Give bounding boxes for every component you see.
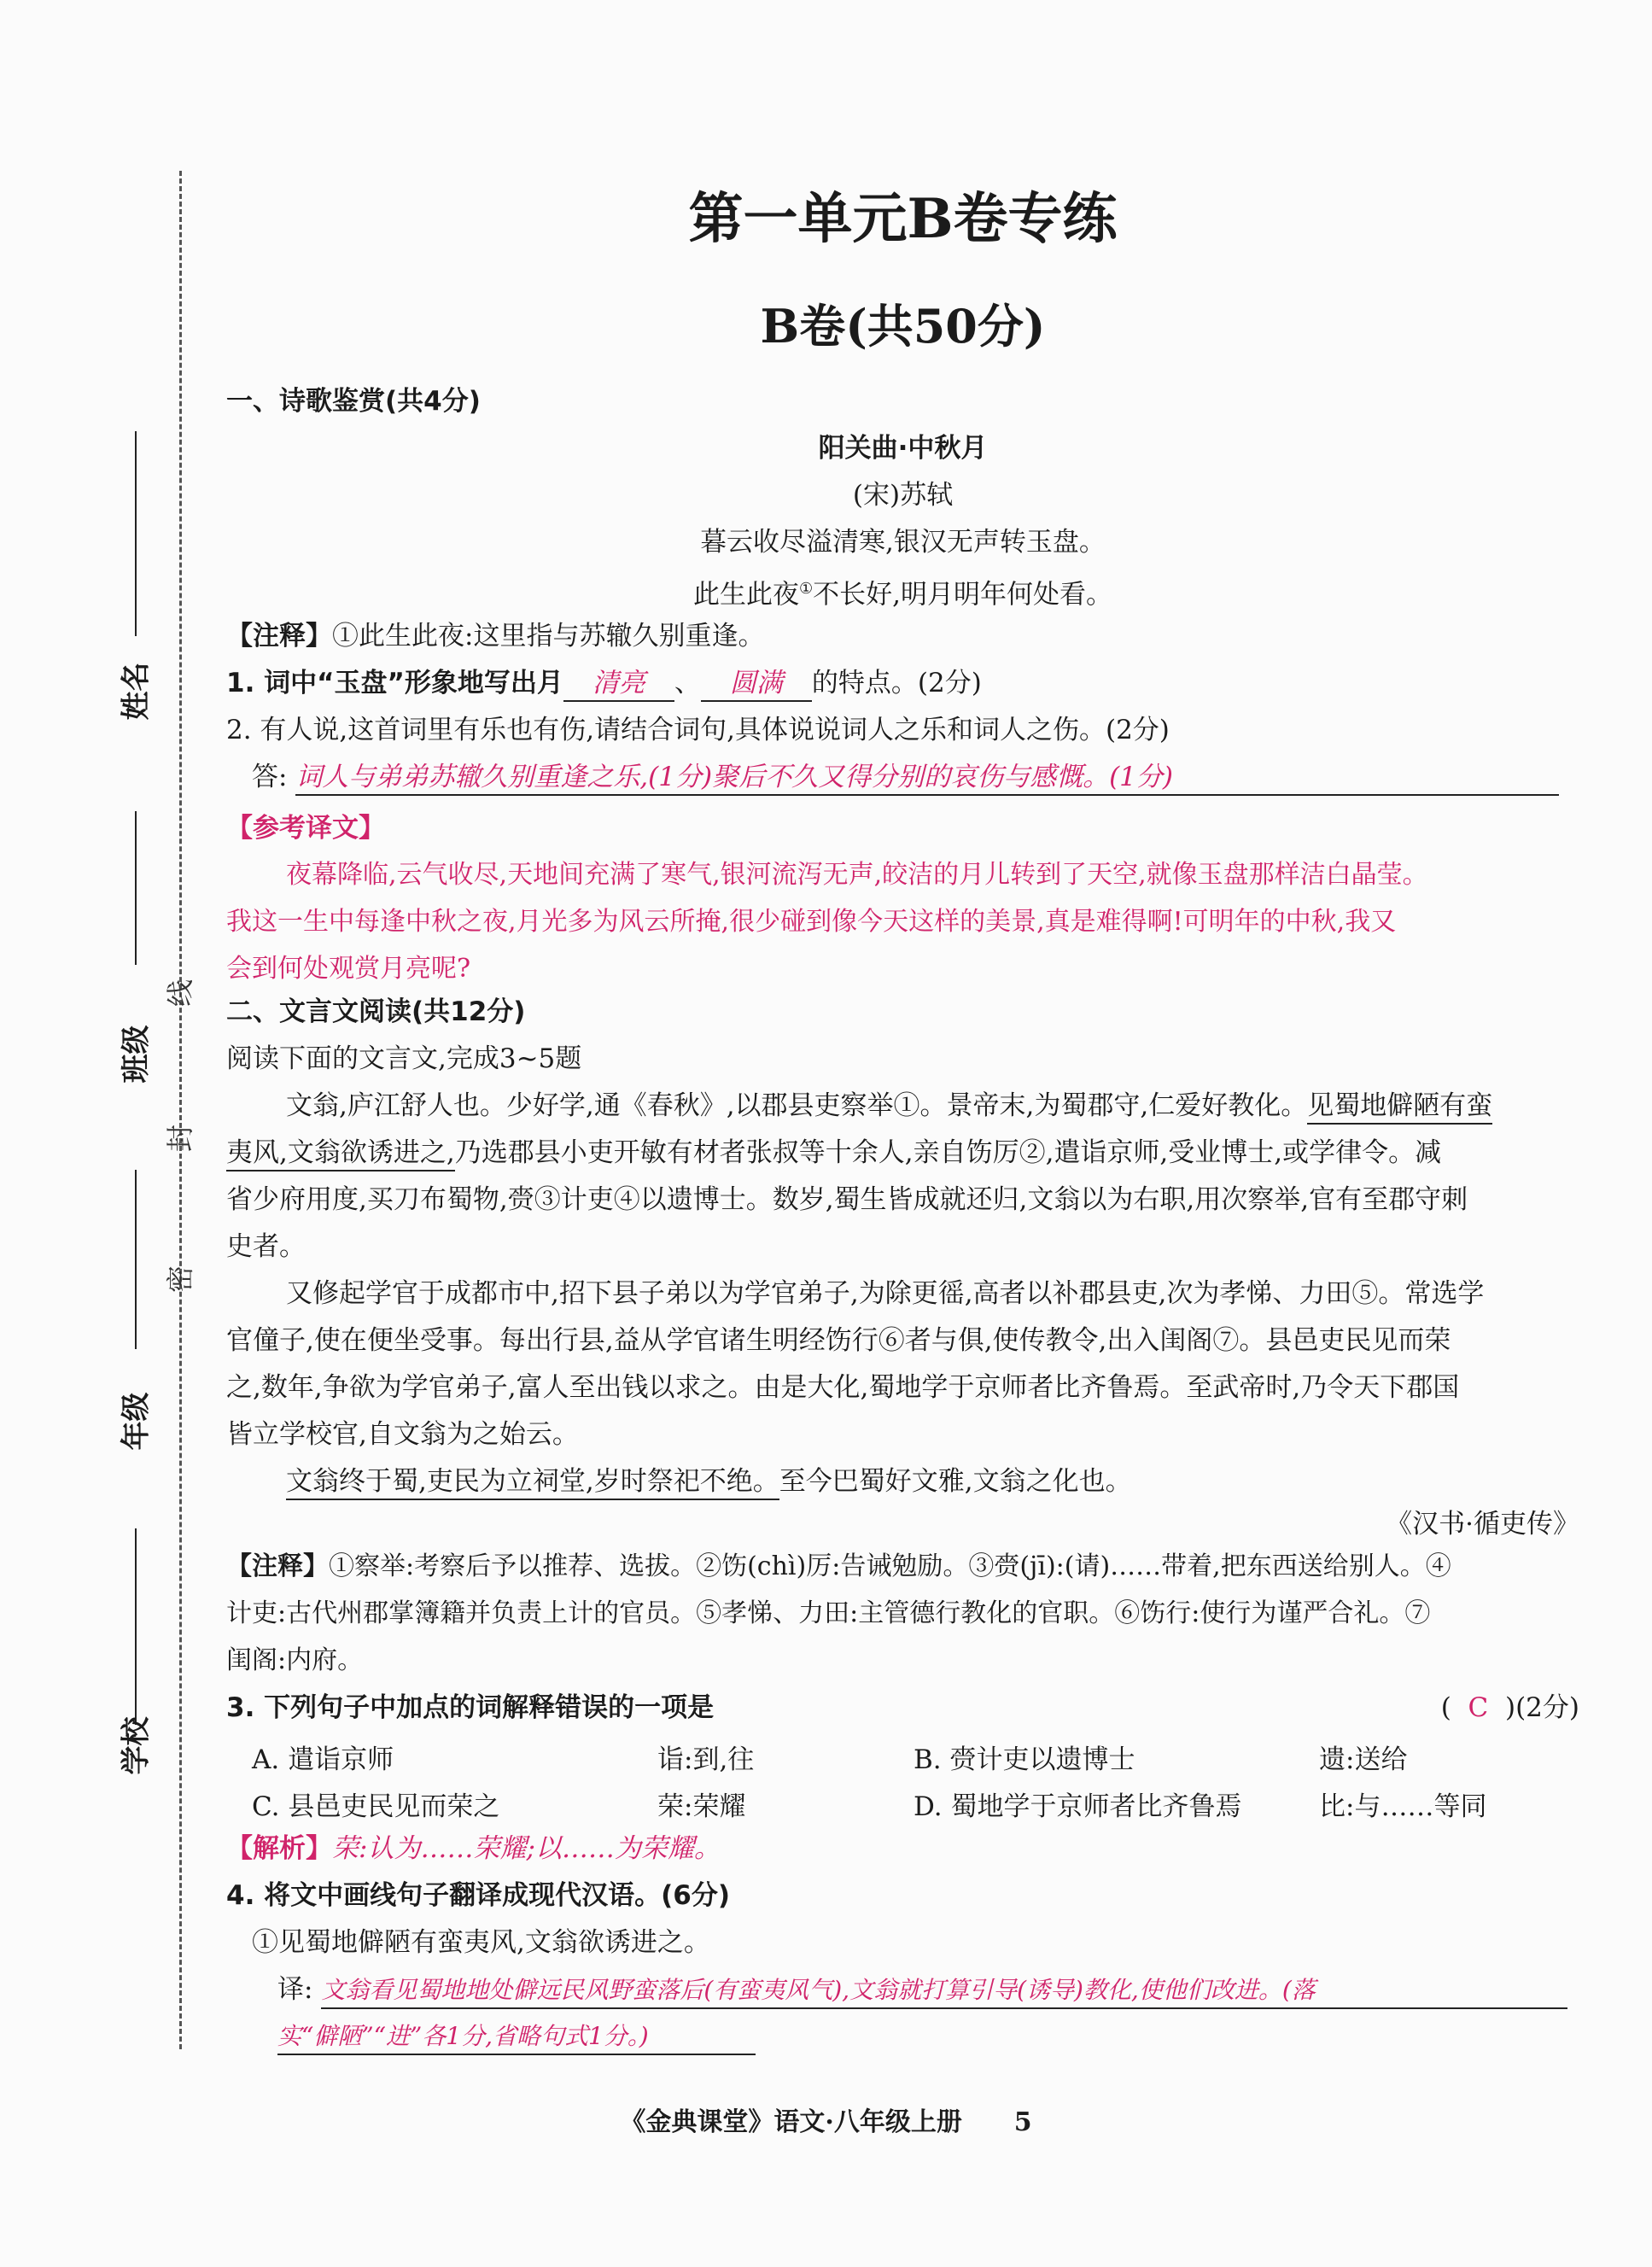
class-blank-line <box>135 811 137 965</box>
passage-p2-l2: 官僮子,使在便坐受事。每出行县,益从学官诸生明经饬行⑥者与俱,使传教令,出入闺阁⑦。县邑吏民见而荣 <box>226 1325 1451 1356</box>
option-a-sentence: A. 遣诣京师 <box>252 1744 394 1775</box>
passage-p1-l1: 文翁,庐江舒人也。少好学,通《春秋》,以郡县吏察举①。景帝末,为蜀郡守,仁爱好教化。见蜀地僻陋有蛮 <box>286 1089 1579 1123</box>
q3-answer-box: ( C )(2分) <box>1440 1692 1579 1723</box>
poem-note: 【注释】①此生此夜:这里指与苏辙久别重逢。 <box>226 621 765 651</box>
q4-sub-1: ①见蜀地僻陋有蛮夷风,文翁欲诱进之。 <box>252 1927 710 1958</box>
option-d-gloss: 比:与……等同 <box>1319 1791 1487 1822</box>
q3-analysis: 【解析】荣:认为……荣耀;以……为荣耀。 <box>226 1833 721 1864</box>
school-blank-line <box>135 1528 137 1725</box>
passage-p2-l1: 又修起学官于成都市中,招下县子弟以为学官弟子,为除更徭,高者以补郡县吏,次为孝悌、力田⑤。常选学 <box>286 1278 1485 1309</box>
page-footer <box>0 2100 1652 2138</box>
passage-p1-l3: 省少府用度,买刀布蜀物,赍③计吏④以遗博士。数岁,蜀生皆成就还归,文翁以为右职,用次察举,官有至郡守刺 <box>226 1184 1468 1215</box>
seal-feng: 封 <box>164 1124 197 1153</box>
passage-note-l3: 闺阁:内府。 <box>226 1645 364 1675</box>
q4-answer-line-1: 译: 文翁看见蜀地地处僻远民风野蛮落后(有蛮夷风气),文翁就打算引导(诱导)教化,使他们改进。(落 <box>277 1972 1579 2009</box>
school-label: 学校 <box>119 1716 154 1775</box>
q3-answer[interactable]: C <box>1468 1692 1489 1723</box>
binding-dashed-line <box>179 171 182 2049</box>
q4-answer[interactable]: 文翁看见蜀地地处僻远民风野蛮落后(有蛮夷风气),文翁就打算引导(诱导)教化,使他们改进。(落 <box>321 1973 1567 2009</box>
q4-answer-line-2: 实“僻陋”“进”各1分,省略句式1分。) <box>277 2019 1579 2055</box>
option-b-sentence: B. 赍计吏以遗博士 <box>914 1744 1135 1775</box>
question-2: 2. 有人说,这首词里有乐也有伤,请结合词句,具体说说词人之乐和词人之伤。(2分) <box>226 715 1170 745</box>
grade-blank-line <box>135 1170 137 1349</box>
option-c-sentence: C. 县邑吏民见而荣之 <box>252 1791 500 1822</box>
passage-source: 《汉书·循吏传》 <box>1386 1509 1579 1540</box>
class-label: 班级 <box>119 1025 154 1084</box>
poem-line-1: 暮云收尽溢清寒,银汉无声转玉盘。 <box>700 527 1106 558</box>
ref-translation-line-2: 我这一生中每逢中秋之夜,月光多为风云所掩,很少碰到像今天这样的美景,真是难得啊!可明年的中秋,我又 <box>226 907 1397 937</box>
ref-translation-line-3: 会到何处观赏月亮呢? <box>226 954 471 984</box>
passage-p2-l4: 皆立学校官,自文翁为之始云。 <box>226 1419 579 1450</box>
question-1: 1. 词中“玉盘”形象地写出月 清亮 、 圆满 的特点。(2分) <box>226 666 1579 702</box>
q2-answer-line: 答: 词人与弟弟苏辙久别重逢之乐,(1分)聚后不久又得分别的哀伤与感慨。(1分) <box>252 760 1579 796</box>
option-d-sentence: D. 蜀地学于京师者比齐鲁焉 <box>914 1791 1242 1822</box>
ref-translation-tag: 【参考译文】 <box>226 813 385 844</box>
poem-title: 阳关曲·中秋月 <box>818 433 988 464</box>
grade-label: 年级 <box>119 1392 154 1451</box>
q1-answer-1[interactable]: 清亮 <box>563 666 674 702</box>
seal-mi: 密 <box>164 1265 197 1294</box>
option-b-gloss: 遗:送给 <box>1319 1744 1408 1775</box>
page-title: 第一单元B卷专练 <box>688 187 1118 251</box>
option-c-gloss: 荣:荣耀 <box>657 1791 746 1822</box>
poem-author: (宋)苏轼 <box>852 480 954 511</box>
page-number: 5 <box>1013 2107 1032 2137</box>
footer-book-title: 《金典课堂》语文·八年级上册 <box>620 2107 962 2137</box>
section1-heading: 一、诗歌鉴赏(共4分) <box>226 386 481 417</box>
name-label: 姓名 <box>119 662 154 721</box>
passage-p1-l2: 夷风,文翁欲诱进之,乃选郡县小吏开敏有材者张叔等十余人,亲自饬厉②,遣诣京师,受业博士,或学律令。减 <box>226 1136 1579 1170</box>
name-blank-line <box>135 431 137 636</box>
section2-heading: 二、文言文阅读(共12分) <box>226 996 526 1027</box>
passage-p3: 文翁终于蜀,吏民为立祠堂,岁时祭祀不绝。至今巴蜀好文雅,文翁之化也。 <box>286 1464 1579 1499</box>
seal-xian: 线 <box>164 979 197 1008</box>
ref-translation-line-1: 夜幕降临,云气收尽,天地间充满了寒气,银河流泻无声,皎洁的月儿转到了天空,就像玉盘那样洁白晶莹。 <box>286 860 1428 890</box>
passage-p1-l4: 史者。 <box>226 1231 306 1262</box>
passage-note-l2: 计吏:古代州郡掌簿籍并负责上计的官员。⑤孝悌、力田:主管德行教化的官职。⑥饬行:使行为谨严合礼。⑦ <box>226 1598 1431 1628</box>
section2-intro: 阅读下面的文言文,完成3~5题 <box>226 1043 582 1074</box>
passage-note-l1: 【注释】①察举:考察后予以推荐、选拔。②饬(chì)厉:告诫勉励。③赍(jī):(请)……带着,把东西送给别人。④ <box>226 1551 1451 1581</box>
q1-answer-2[interactable]: 圆满 <box>701 666 812 702</box>
page-subtitle: B卷(共50分) <box>760 299 1046 353</box>
question-4: 4. 将文中画线句子翻译成现代汉语。(6分) <box>226 1880 731 1911</box>
q2-answer[interactable]: 词人与弟弟苏辙久别重逢之乐,(1分)聚后不久又得分别的哀伤与感慨。(1分) <box>295 760 1559 796</box>
poem-line-2: 此生此夜①不长好,明月明年何处看。 <box>693 579 1112 611</box>
option-a-gloss: 诣:到,往 <box>657 1744 755 1775</box>
passage-p2-l3: 之,数年,争欲为学官弟子,富人至出钱以求之。由是大化,蜀地学于京师者比齐鲁焉。至武帝时,乃令天下郡国 <box>226 1372 1460 1403</box>
question-3: 3. 下列句子中加点的词解释错误的一项是 <box>226 1692 715 1723</box>
